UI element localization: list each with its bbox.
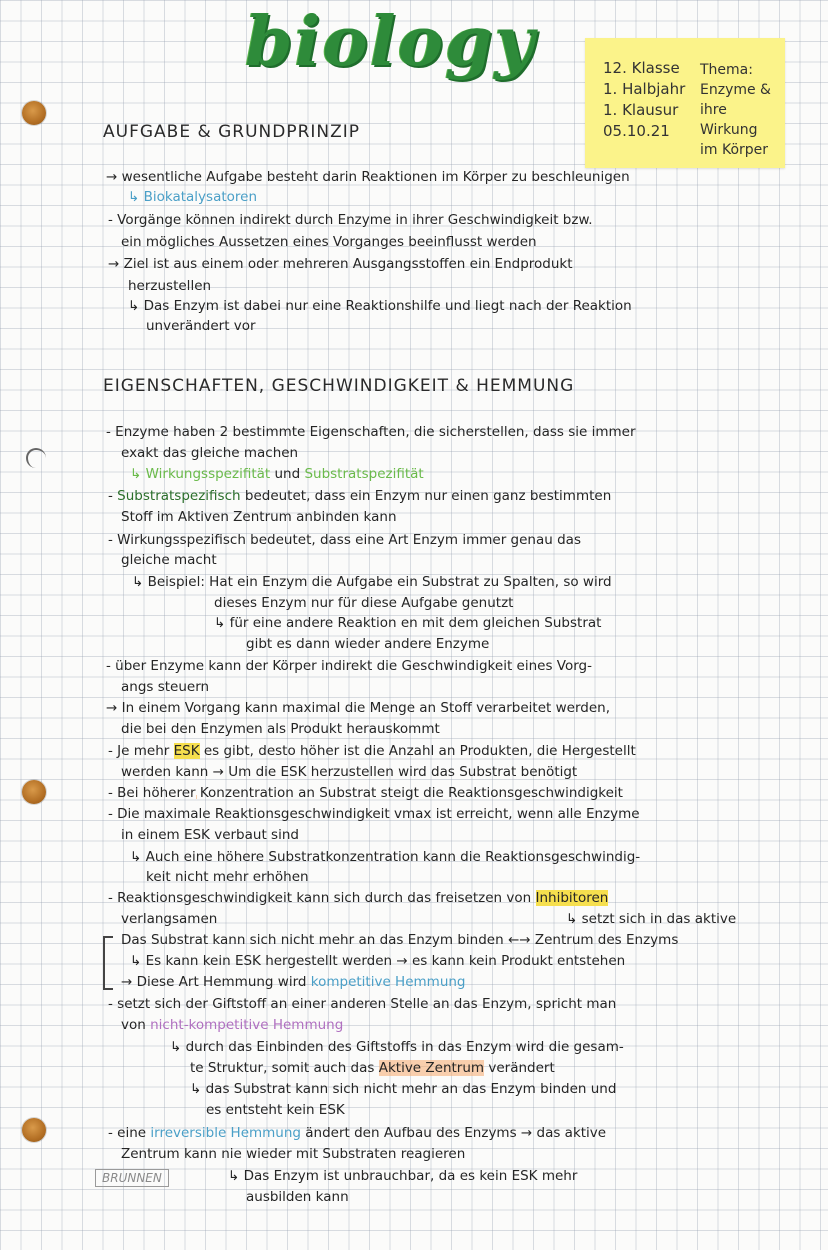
note-line: te Struktur, somit auch das Aktive Zentrum verändert xyxy=(190,1060,555,1076)
note-line: Stoff im Aktiven Zentrum anbinden kann xyxy=(121,509,397,525)
note-line: ausbilden kann xyxy=(246,1189,349,1205)
note-line: ↳ das Substrat kann sich nicht mehr an das Enzym binden und xyxy=(190,1081,617,1097)
note-line: → In einem Vorgang kann maximal die Menge an Stoff verarbeitet werden, xyxy=(106,700,610,716)
note-line: Das Substrat kann sich nicht mehr an das Enzym binden ←→ Zentrum des Enzyms xyxy=(121,932,679,948)
note-line: ↳ Wirkungsspezifität und Substratspezifität xyxy=(130,466,424,482)
note-line: es entsteht kein ESK xyxy=(206,1102,345,1118)
note-line: unverändert vor xyxy=(146,318,256,334)
note-line: verlangsamen xyxy=(121,911,218,927)
note-line: dieses Enzym nur für diese Aufgabe genutzt xyxy=(214,595,514,611)
punch-hole-2 xyxy=(26,448,46,468)
note-line: exakt das gleiche machen xyxy=(121,445,299,461)
note-line: die bei den Enzymen als Produkt herauskommt xyxy=(121,721,440,737)
note-line: ↳ Biokatalysatoren xyxy=(128,189,258,205)
note-line: - über Enzyme kann der Körper indirekt die Geschwindigkeit eines Vorg- xyxy=(106,658,592,674)
brand-logo: BRUNNEN xyxy=(95,1169,169,1187)
note-line: angs steuern xyxy=(121,679,210,695)
note-line: - Enzyme haben 2 bestimmte Eigenschaften, die sicherstellen, dass sie immer xyxy=(106,424,636,440)
note-line: ↳ Das Enzym ist unbrauchbar, da es kein ESK mehr xyxy=(228,1168,578,1184)
punch-hole-3 xyxy=(22,780,46,804)
note-line: → wesentliche Aufgabe besteht darin Reaktionen im Körper zu beschleunigen xyxy=(106,169,630,185)
note-line: ↳ setzt sich in das aktive xyxy=(566,911,737,927)
note-line: ↳ Auch eine höhere Substratkonzentration kann die Reaktionsgeschwindig- xyxy=(130,849,641,865)
note-line: gleiche macht xyxy=(121,552,217,568)
note-line: - Bei höherer Konzentration an Substrat steigt die Reaktionsgeschwindigkeit xyxy=(108,785,623,801)
note-line: - Reaktionsgeschwindigkeit kann sich durch das freisetzen von Inhibitoren xyxy=(108,890,609,906)
note-line: - Wirkungsspezifisch bedeutet, dass eine Art Enzym immer genau das xyxy=(108,532,581,548)
punch-hole-1 xyxy=(22,101,46,125)
note-line: ↳ Es kann kein ESK hergestellt werden → es kann kein Produkt entstehen xyxy=(130,953,626,969)
sticky-note xyxy=(585,38,785,168)
note-line: - Substratspezifisch bedeutet, dass ein Enzym nur einen ganz bestimmten xyxy=(108,488,612,504)
punch-hole-4 xyxy=(22,1118,46,1142)
note-line: - Die maximale Reaktionsgeschwindigkeit vmax ist erreicht, wenn alle Enzyme xyxy=(108,806,640,822)
note-line: - eine irreversible Hemmung ändert den Aufbau des Enzyms → das aktive xyxy=(108,1125,607,1141)
note-line: werden kann → Um die ESK herzustellen wird das Substrat benötigt xyxy=(121,764,578,780)
note-line: ↳ durch das Einbinden des Giftstoffs in das Enzym wird die gesam- xyxy=(170,1039,624,1055)
note-line: gibt es dann wieder andere Enzyme xyxy=(246,636,490,652)
note-line: herzustellen xyxy=(128,278,212,294)
sticky-class-info: 12. Klasse 1. Halbjahr 1. Klausur 05.10.21 xyxy=(603,59,686,140)
note-line: - setzt sich der Giftstoff an einer anderen Stelle an das Enzym, spricht man xyxy=(108,996,617,1012)
note-line: - Vorgänge können indirekt durch Enzyme in ihrer Geschwindigkeit bzw. xyxy=(108,212,593,228)
note-line: → Ziel ist aus einem oder mehreren Ausgangsstoffen ein Endprodukt xyxy=(108,256,573,272)
sticky-topic: Thema: Enzyme & ihre Wirkung im Körper xyxy=(700,62,771,158)
section-heading-eigenschaften: EIGENSCHAFTEN, GESCHWINDIGKEIT & HEMMUNG xyxy=(103,376,575,396)
note-line: ↳ für eine andere Reaktion en mit dem gleichen Substrat xyxy=(214,615,602,631)
note-line: Zentrum kann nie wieder mit Substraten reagieren xyxy=(121,1146,466,1162)
note-line: - Je mehr ESK es gibt, desto höher ist die Anzahl an Produkten, die Hergestellt xyxy=(108,743,636,759)
note-line: keit nicht mehr erhöhen xyxy=(146,869,309,885)
note-line: von nicht-kompetitive Hemmung xyxy=(121,1017,344,1033)
section-heading-aufgabe: AUFGABE & GRUNDPRINZIP xyxy=(103,122,361,142)
bracket-line xyxy=(103,936,113,990)
note-line: ↳ Beispiel: Hat ein Enzym die Aufgabe ein Substrat zu Spalten, so wird xyxy=(132,574,612,590)
page-title: biology xyxy=(245,2,536,82)
note-line: in einem ESK verbaut sind xyxy=(121,827,299,843)
note-line: ↳ Das Enzym ist dabei nur eine Reaktionshilfe und liegt nach der Reaktion xyxy=(128,298,632,314)
note-line: ein mögliches Aussetzen eines Vorganges beeinflusst werden xyxy=(121,234,537,250)
note-line: → Diese Art Hemmung wird kompetitive Hemmung xyxy=(121,974,466,990)
